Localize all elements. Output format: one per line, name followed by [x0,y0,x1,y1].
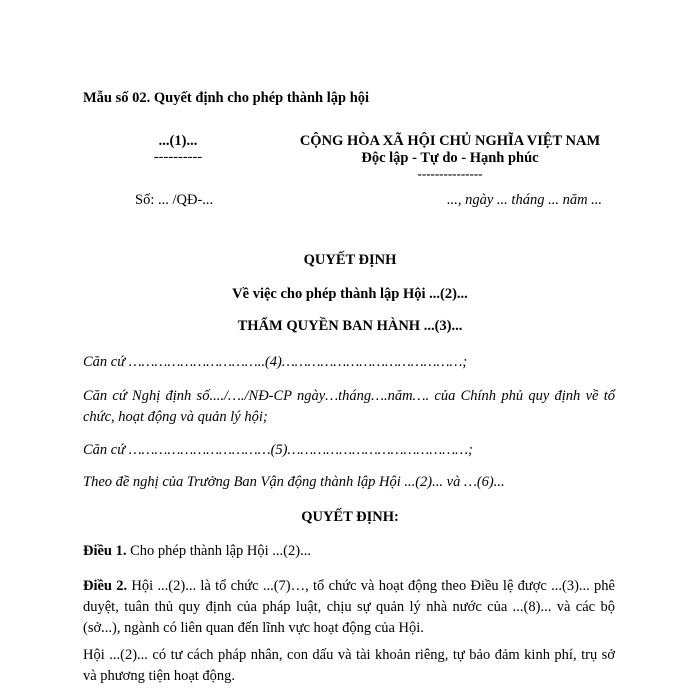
agency-divider: ---------- [153,149,203,165]
national-motto: Độc lập - Tự do - Hạnh phúc [361,150,539,166]
article-2-label: Điều 2. [83,578,128,594]
legal-basis-3: Căn cứ ……………………………(5)……………………………………; [83,442,473,458]
agency-name: ...(1)... [158,133,198,149]
article-1-label: Điều 1. [83,543,127,559]
article-1 [83,541,615,562]
motto-divider: --------------- [417,166,483,181]
article-2 [83,576,615,639]
document-number: Số: ... /QĐ-... [135,192,214,208]
article-1-text: Cho phép thành lập Hội ...(2)... [126,543,311,559]
proposal-basis: Theo đề nghị của Trưởng Ban Vận động thành lập Hội ...(2)... và …(6)... [83,474,505,490]
legal-basis-2: Căn cứ Nghị định số..../…./NĐ-CP ngày…tháng….năm…. của Chính phủ quy định về tổ chức, hoạt động và quản lý hội; [83,388,615,425]
decision-title: QUYẾT ĐỊNH [303,252,397,268]
association-status-paragraph: Hội ...(2)... có tư cách pháp nhân, con dấu và tài khoản riêng, tự bảo đảm kinh phí, trụ sở và phương tiện hoạt động. [83,647,615,684]
decides-heading: QUYẾT ĐỊNH: [301,509,399,525]
national-title: CỘNG HÒA XÃ HỘI CHỦ NGHĨA VIỆT NAM [299,133,601,149]
place-and-date: ..., ngày ... tháng ... năm ... [447,192,603,208]
form-title: Mẫu số 02. Quyết định cho phép thành lập hội [83,90,370,106]
legal-basis-1: Căn cứ …………………………..(4)……………………………………; [83,354,468,370]
article-2-text: Hội ...(2)... là tổ chức ...(7)…, tổ chức và hoạt động theo Điều lệ được ...(3)... phê duyệt, tuân thủ quy định của pháp luật, chịu sự quản lý nhà nước của ...(8)... và các bộ (sở...), ngành có liên quan đến lĩnh vực hoạt động của Hội. [83,578,615,636]
decision-subject: Về việc cho phép thành lập Hội ...(2)... [232,286,468,302]
issuing-authority: THẨM QUYỀN BAN HÀNH ...(3)... [237,318,463,334]
